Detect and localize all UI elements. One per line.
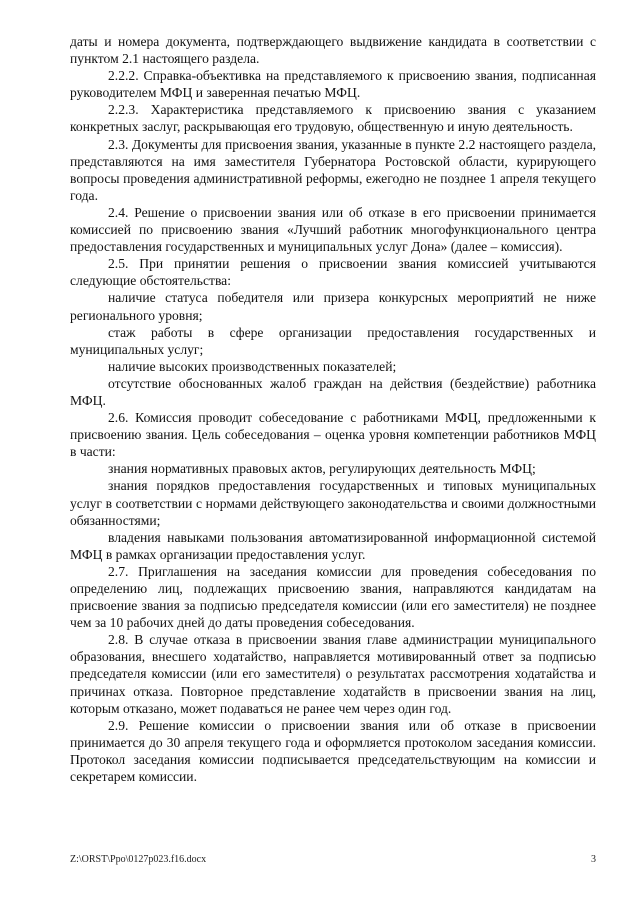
paragraph-2-7: 2.7. Приглашения на заседания комиссии для проведения собеседования по определению лиц, подлежащих присвоению звания, направляются кандидатам на присвоение звания за подписью председателя комиссии (или его заместителя) не позднее чем за 10 рабочих дней до даты проведения собеседования. [70, 563, 596, 631]
list-item-no-complaints: отсутствие обоснованных жалоб граждан на действия (бездействие) работника МФЦ. [70, 375, 596, 408]
paragraph-2-2-3: 2.2.3. Характеристика представляемого к присвоению звания с указанием конкретных заслуг, раскрывающая его трудовую, общественную и иную деятельность. [70, 102, 596, 135]
paragraph-2-2-2: 2.2.2. Справка-объективка на представляемого к присвоению звания, подписанная руководителем МФЦ и заверенная печатью МФЦ. [70, 68, 596, 101]
document-body [70, 33, 596, 785]
paragraph-2-3: 2.3. Документы для присвоения звания, указанные в пункте 2.2 настоящего раздела, представляются на имя заместителя Губернатора Ростовской области, курирующего вопросы проведения административной реформы, ежегодно не позднее 1 апреля текущего года. [70, 136, 596, 203]
page-number: 3 [591, 854, 596, 865]
list-item-procedures: знания порядков предоставления государственных и типовых муниципальных услуг в соответствии с нормами действующего законодательства и своими должностными обязанностями; [70, 478, 596, 528]
paragraph-2-8: 2.8. В случае отказа в присвоении звания главе администрации муниципального образования, внесшего ходатайство, направляется мотивированный ответ за подписью председателя комиссии (или его заместителя) о результатах рассмотрения ходатайства и причинах отказа. Повторное представление ходатайств в присвоении звания на лиц, которым отказано, может подаваться не ранее чем через один год. [70, 632, 596, 716]
paragraph-2-6: 2.6. Комиссия проводит собеседование с работниками МФЦ, предложенными к присвоению звания. Цель собеседования – оценка уровня компетенции работников МФЦ в части: [70, 410, 596, 460]
list-item-work-experience: стаж работы в сфере организации предоставления государственных и муниципальных услуг; [70, 324, 596, 357]
paragraph-2-4: 2.4. Решение о присвоении звания или об отказе в его присвоении принимается комиссией по присвоению звания «Лучший работник многофункционального центра предоставления государственных и муниципальных услуг Дона» (далее – комиссия). [70, 204, 596, 255]
paragraph-2-9: 2.9. Решение комиссии о присвоении звания или об отказе в присвоении принимается до 30 апреля текущего года и оформляется протоколом заседания комиссии. Протокол заседания комиссии подписывается председательствующим на комиссии и секретарем комиссии. [70, 717, 596, 785]
paragraph-2-5: 2.5. При принятии решения о присвоении звания комиссией учитываются следующие обстоятельства: [70, 256, 596, 289]
list-item-performance: наличие высоких производственных показателей; [108, 358, 397, 374]
footer-file-path: Z:\ORST\Ppo\0127p023.f16.docx [70, 854, 207, 865]
list-item-information-system: владения навыками пользования автоматизированной информационной системой МФЦ в рамках организации предоставления услуг. [70, 529, 596, 562]
paragraph-continuation: даты и номера документа, подтверждающего выдвижение кандидата в соответствии с пунктом 2.1 настоящего раздела. [70, 34, 596, 67]
list-item-winner-status: наличие статуса победителя или призера конкурсных мероприятий не ниже регионального уровня; [70, 290, 596, 323]
list-item-legal-acts: знания нормативных правовых актов, регулирующих деятельность МФЦ; [108, 461, 536, 477]
